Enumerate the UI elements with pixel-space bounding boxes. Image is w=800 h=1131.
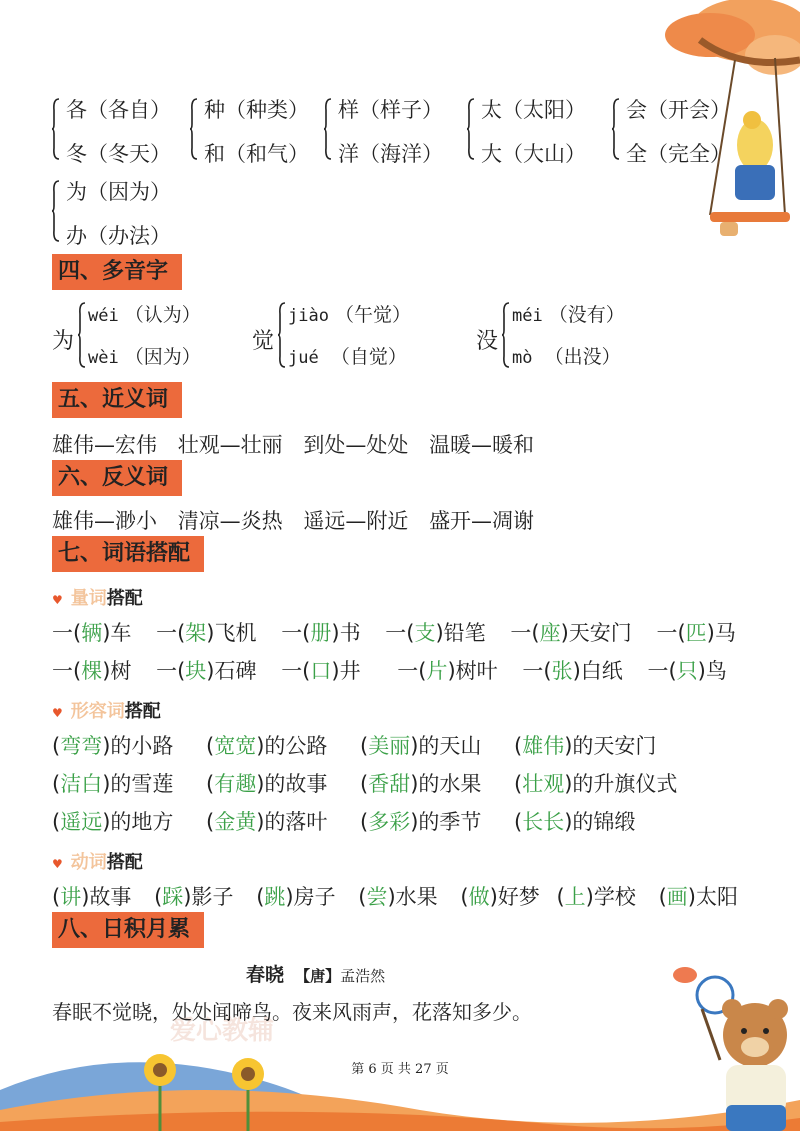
polyphone-reading (288, 300, 411, 327)
subheading-label: 搭配 (124, 701, 161, 722)
pinyin: jiào (288, 306, 329, 326)
pair-bottom: 全（完全） (626, 142, 731, 166)
pair-top: 会（开会） (626, 98, 731, 122)
antonym-pair: 遥远—附近 (303, 509, 409, 533)
brace-icon (52, 180, 60, 242)
section-heading-accumulation: 八、日积月累 (52, 912, 204, 948)
answer: 有趣 (214, 772, 257, 796)
phrase: (做)好梦 (460, 885, 540, 909)
example-word: （出没） (544, 346, 621, 368)
poem-text: 春眠不觉晓，处处闻啼鸟。夜来风雨声，花落知多少。 (52, 1000, 532, 1024)
phrase: (弯弯)的小路 (52, 734, 174, 758)
subheading-faded: 量词 (70, 588, 107, 609)
phrase: (香甜)的水果 (360, 772, 482, 796)
phrase: (长长)的锦缎 (514, 810, 636, 834)
synonym-pair: 雄伟—宏伟 (52, 433, 157, 457)
tree-swing-illustration (640, 0, 800, 250)
bear-illustration (660, 965, 800, 1131)
subheading-label: 搭配 (106, 588, 143, 609)
poem-author: 孟浩然 (340, 967, 386, 985)
answer: 壮观 (522, 772, 565, 796)
polyphone-reading (88, 300, 201, 327)
polyphone-reading (88, 342, 201, 369)
poem-title: 春晓 (246, 964, 285, 986)
answer: 长长 (522, 810, 565, 834)
pair-bottom: 和（和气） (204, 142, 309, 166)
pinyin: wéi (88, 306, 119, 326)
heart-icon: ♥ (52, 706, 63, 720)
answer: 雄伟 (522, 734, 565, 758)
section-heading-synonyms: 五、近义词 (52, 382, 182, 418)
poem-header (246, 960, 385, 987)
pair-bottom: 大（大山） (481, 142, 586, 166)
brace-icon (612, 98, 620, 160)
answer: 踩 (162, 885, 184, 909)
antonym-pair: 雄伟—渺小 (52, 509, 157, 533)
heart-icon: ♥ (52, 593, 63, 607)
polyphone-char: 觉 (252, 329, 275, 354)
answer: 弯弯 (60, 734, 103, 758)
answer: 片 (426, 659, 448, 683)
verb-row (52, 884, 738, 910)
answer: 座 (539, 621, 561, 645)
phrase: 一(辆)车 (52, 621, 132, 645)
answer: 册 (310, 621, 332, 645)
pinyin: mò (512, 348, 533, 368)
brace-icon (278, 302, 286, 368)
phrase: 一(匹)马 (656, 621, 736, 645)
answer: 口 (310, 659, 332, 683)
pair-top: 样（样子） (338, 98, 443, 122)
phrase: (画)太阳 (658, 885, 738, 909)
brace-icon (78, 302, 86, 368)
antonym-pair: 盛开—凋谢 (429, 509, 535, 533)
subheading-faded: 形容词 (70, 701, 125, 722)
phrase: 一(座)天安门 (510, 621, 632, 645)
brace-icon (467, 98, 475, 160)
polyphone-reading (288, 342, 407, 369)
subheading-adjectives (52, 697, 161, 723)
phrase: (上)学校 (556, 885, 636, 909)
synonym-pair: 到处—处处 (303, 433, 409, 457)
pair-bottom: 办（办法） (66, 224, 171, 248)
phrase: (雄伟)的天安门 (514, 734, 657, 758)
phrase: (壮观)的升旗仪式 (514, 772, 678, 796)
phrase: (多彩)的季节 (360, 810, 482, 834)
polyphone-reading (512, 300, 625, 327)
pair-top: 太（太阳） (481, 98, 586, 122)
pair-top: 各（各自） (66, 98, 171, 122)
antonym-list (52, 508, 534, 534)
example-word: （因为） (124, 346, 201, 368)
pair-top: 为（因为） (66, 180, 171, 204)
pair-bottom: 洋（海洋） (338, 142, 443, 166)
pair-bottom: 冬（冬天） (66, 142, 171, 166)
answer: 棵 (81, 659, 103, 683)
phrase: (宽宽)的公路 (206, 734, 328, 758)
measure-row (52, 658, 727, 684)
antonym-pair: 清凉—炎热 (177, 509, 283, 533)
page-number: 第 6 页 共 27 页 (351, 1062, 449, 1077)
phrase: (跳)房子 (256, 885, 336, 909)
answer: 金黄 (214, 810, 257, 834)
answer: 上 (564, 885, 586, 909)
phrase: 一(册)书 (281, 621, 361, 645)
phrase: 一(只)鸟 (647, 659, 727, 683)
answer: 多彩 (368, 810, 411, 834)
phrase: 一(张)白纸 (522, 659, 623, 683)
synonym-pair: 温暖—暖和 (429, 433, 535, 457)
subheading-faded: 动词 (70, 852, 107, 873)
poem-dynasty: 【唐】 (295, 967, 341, 985)
pinyin: wèi (88, 348, 119, 368)
pair-top: 种（种类） (204, 98, 309, 122)
subheading-verbs (52, 848, 143, 874)
subheading-measure-words (52, 584, 143, 610)
phrase: (金黄)的落叶 (206, 810, 328, 834)
section-heading-antonyms: 六、反义词 (52, 460, 182, 496)
brace-icon (502, 302, 510, 368)
answer: 匹 (685, 621, 707, 645)
polyphone-reading (512, 342, 621, 369)
pinyin: jué (288, 348, 319, 368)
phrase: 一(架)飞机 (156, 621, 257, 645)
answer: 画 (666, 885, 688, 909)
answer: 遥远 (60, 810, 103, 834)
phrase: (踩)影子 (154, 885, 234, 909)
phrase: 一(片)树叶 (397, 659, 498, 683)
phrase: 一(口)井 (281, 659, 361, 683)
answer: 香甜 (368, 772, 411, 796)
phrase: (美丽)的天山 (360, 734, 482, 758)
measure-row (52, 620, 736, 646)
synonym-list (52, 432, 534, 458)
example-word: （午觉） (335, 304, 412, 326)
phrase: 一(支)铅笔 (385, 621, 486, 645)
answer: 讲 (60, 885, 82, 909)
answer: 做 (468, 885, 490, 909)
pinyin: méi (512, 306, 543, 326)
answer: 支 (414, 621, 436, 645)
phrase: (洁白)的雪莲 (52, 772, 174, 796)
watermark: 爱心教辅 (170, 1016, 275, 1046)
answer: 架 (185, 621, 207, 645)
heart-icon: ♥ (52, 857, 63, 871)
section-heading-collocations: 七、词语搭配 (52, 536, 204, 572)
phrase: (遥远)的地方 (52, 810, 174, 834)
polyphone-char: 为 (52, 329, 75, 354)
brace-icon (324, 98, 332, 160)
subheading-label: 搭配 (106, 852, 143, 873)
answer: 美丽 (368, 734, 411, 758)
polyphone-char: 没 (476, 329, 499, 354)
example-word: （没有） (548, 304, 625, 326)
answer: 张 (551, 659, 573, 683)
answer: 洁白 (60, 772, 103, 796)
phrase: 一(块)石碑 (156, 659, 257, 683)
phrase: (讲)故事 (52, 885, 132, 909)
answer: 只 (676, 659, 698, 683)
synonym-pair: 壮观—壮丽 (177, 433, 283, 457)
answer: 宽宽 (214, 734, 257, 758)
phrase: 一(棵)树 (52, 659, 132, 683)
example-word: （自觉） (330, 346, 407, 368)
brace-icon (52, 98, 60, 160)
example-word: （认为） (124, 304, 201, 326)
section-heading-polyphones: 四、多音字 (52, 254, 182, 290)
answer: 尝 (366, 885, 388, 909)
answer: 跳 (264, 885, 286, 909)
answer: 块 (185, 659, 207, 683)
phrase: (尝)水果 (358, 885, 438, 909)
phrase: (有趣)的故事 (206, 772, 328, 796)
brace-icon (190, 98, 198, 160)
answer: 辆 (81, 621, 103, 645)
